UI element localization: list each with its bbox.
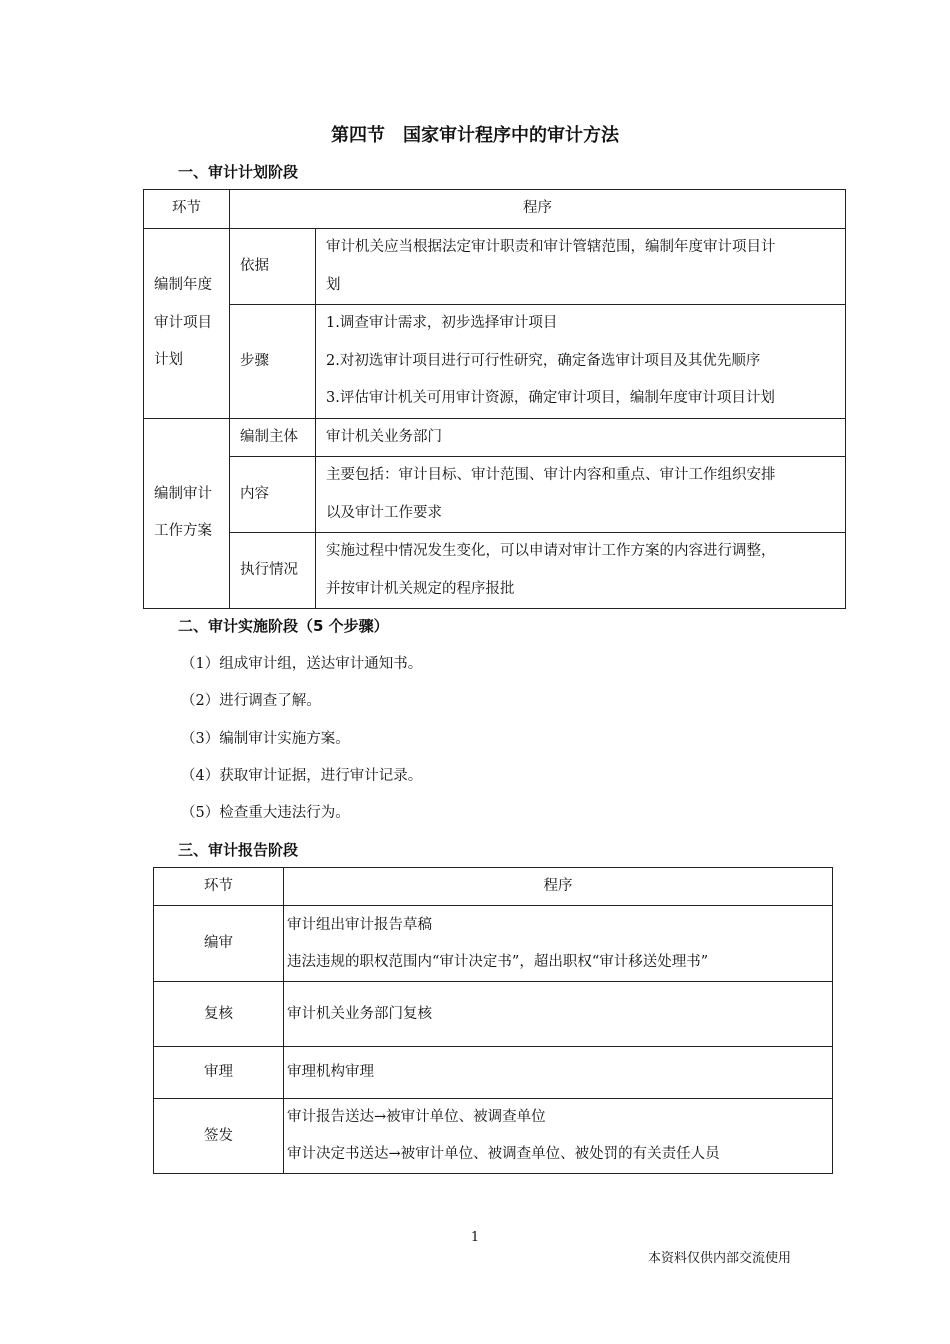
stage-issue: 签发 [154,1099,284,1174]
procedure-content: 主要包括：审计目标、审计范围、审计内容和重点、审计工作组织安排 以及审计工作要求 [316,457,846,533]
procedure-draft: 审计组出审计报告草稿 违法违规的职权范围内“审计决定书”，超出职权“审计移送处理书” [284,906,833,982]
table-header-row [144,190,846,229]
table-row [154,1099,833,1174]
table-row [144,305,846,419]
list-item: （4）获取审计证据，进行审计记录。 [181,768,423,784]
header-procedure: 程序 [284,868,833,906]
table-row [144,229,846,305]
list-item: （3）编制审计实施方案。 [181,731,350,747]
section2-heading: 二、审计实施阶段（5 个步骤） [178,617,389,635]
table-row [144,457,846,533]
list-item: （1）组成审计组，送达审计通知书。 [181,656,423,672]
table-row [154,982,833,1047]
list-item: （2）进行调查了解。 [181,693,321,709]
sub-execution: 执行情况 [230,533,316,609]
audit-report-table [153,867,833,1174]
procedure-issue: 审计报告送达→被审计单位、被调查单位 审计决定书送达→被审计单位、被调查单位、被处罚的有关责任人员 [284,1099,833,1174]
page-number: 1 [470,1230,480,1245]
header-stage: 环节 [154,868,284,906]
header-stage: 环节 [144,190,230,229]
footer-note: 本资料仅供内部交流使用 [648,1251,792,1266]
stage-draft: 编审 [154,906,284,982]
header-procedure: 程序 [230,190,846,229]
stage-review: 复核 [154,982,284,1047]
table-row [144,418,846,457]
sub-subject: 编制主体 [230,418,316,457]
procedure-hearing: 审理机构审理 [284,1047,833,1099]
list-item: （5）检查重大违法行为。 [181,805,350,821]
sub-content: 内容 [230,457,316,533]
section3-heading: 三、审计报告阶段 [178,841,299,859]
procedure-steps: 1.调查审计需求，初步选择审计项目 2.对初选审计项目进行可行性研究，确定备选审计项目及其优先顺序 3.评估审计机关可用审计资源，确定审计项目，编制年度审计项目计划 [316,305,846,419]
table-row [144,533,846,609]
procedure-basis: 审计机关应当根据法定审计职责和审计管辖范围，编制年度审计项目计 划 [316,229,846,305]
procedure-review: 审计机关业务部门复核 [284,982,833,1047]
sub-basis: 依据 [230,229,316,305]
section1-heading: 一、审计计划阶段 [178,163,299,181]
procedure-execution: 实施过程中情况发生变化，可以申请对审计工作方案的内容进行调整， 并按审计机关规定的程序报批 [316,533,846,609]
stage-hearing: 审理 [154,1047,284,1099]
audit-plan-table [143,189,846,609]
table-row [154,1047,833,1099]
page-title: 第四节 国家审计程序中的审计方法 [331,125,619,146]
sub-steps: 步骤 [230,305,316,419]
stage-annual-plan: 编制年度 审计项目 计划 [144,229,230,419]
table-row [154,906,833,982]
table-header-row [154,868,833,906]
procedure-subject: 审计机关业务部门 [316,418,846,457]
stage-work-plan: 编制审计 工作方案 [144,418,230,609]
